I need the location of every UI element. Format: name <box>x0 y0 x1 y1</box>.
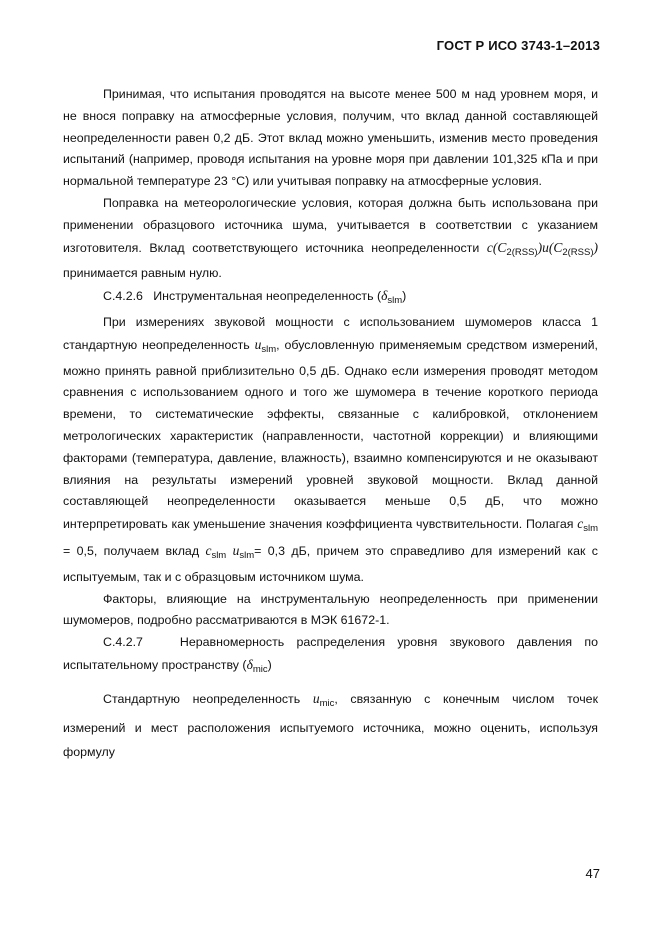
paragraph-factors-iec: Факторы, влияющие на инструментальную неопределенность при применении шумомеров, подробно рассматриваются в МЭК 61672-1. <box>63 591 598 628</box>
paragraph-tail: принимается равным нулю. <box>63 266 222 281</box>
paragraph-text: Поправка на метеорологические условия, которая должна быть использована при применении образцового источника шума, учитывается в соответствии с указанием изготовителя. Вклад соответствующего источника неопределенности <box>63 195 598 255</box>
section-heading-c426: С.4.2.6 Инструментальная неопределенность $(\delta_{slm})$ <box>103 288 407 307</box>
paragraph-meteorological-correction <box>63 193 598 285</box>
paragraph-mic-uncertainty: Стандартную неопределенность $u_{mic}$, связанную с конечным числом точек измерений и мест расположения испытуемого источника, можно оценить, используя формулу <box>63 690 598 759</box>
document-header: ГОСТ Р ИСО 3743-1–2013 <box>436 38 600 53</box>
page-number: 47 <box>585 866 600 881</box>
page-body <box>63 84 598 764</box>
paragraph-instrument-uncertainty: При измерениях звуковой мощности с использованием шумомеров класса 1 стандартную неопределенность $u_{slm}$, обусловленную применяемым средством измерений, можно принять равной приблизительно 0,5 дБ. Однако если измерения проводят методом сравнения с использованием одного и того же шумомера в течение короткого периода времени, то систематические эффекты, связанные с калибровкой, отклонением метрологических характеристик (направленности, частотной коррекции) и влияющими факторами (температура, давление, влажность), взаимно компенсируются и не оказывают влияния на результаты измерений уровней звуковой мощности. Вклад данной составляющей неопределенности оказывается меньше 0,5 дБ, что можно интерпретировать как уменьшение значения коэффициента чувствительности. Полагая $c_{slm} = 0,5$, получаем вклад $c_{slm}$ $u_{slm}= 0,3$ дБ, причем это справедливо для измерений как с испытуемым, так и с образцовым источником шума. <box>63 314 599 584</box>
section-heading-c427: С.4.2.7 Неравномерность распределения уровня звукового давления по испытательному пространству $(\delta_{mic})$ <box>63 635 598 675</box>
paragraph-atmospheric-correction: Принимая, что испытания проводятся на высоте менее 500 м над уровнем моря, и не внося поправку на атмосферные условия, получим, что вклад данной составляющей неопределенности равен 0,2 дБ. Этот вклад можно уменьшить, изменив место проведения испытаний (например, проводя испытания на уровне моря при давлении 101,325 кПа и при нормальной температуре 23 °С) или учитывая поправку на атмосферные условия. <box>63 87 598 189</box>
formula-sensitivity-term: $c(C_{2(RSS)})u(C_{2(RSS)})$ <box>486 239 598 258</box>
